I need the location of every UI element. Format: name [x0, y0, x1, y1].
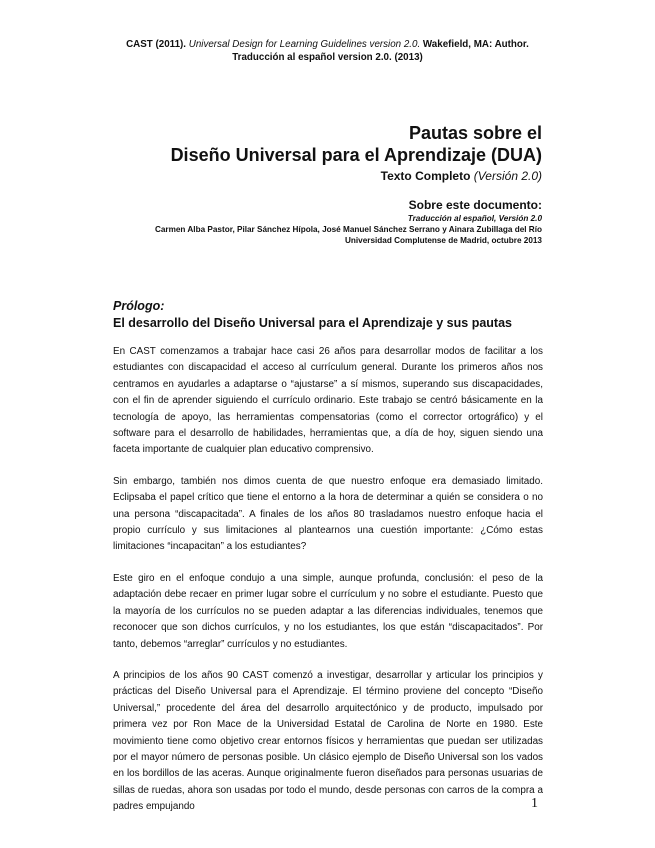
about-document: [102, 197, 542, 246]
prologue-subtitle: El desarrollo del Diseño Universal para el Aprendizaje y sus pautas: [113, 316, 512, 330]
full-text-label: Texto Completo: [380, 169, 471, 183]
paragraph: Sin embargo, también nos dimos cuenta de que nuestro enfoque era demasiado limitado. Eclipsaba el papel crítico que tiene el entorno a la hora de determinar a quién se considera o no una persona “discapacitada”. A finales de los años 80 trasladamos nuestro enfoque hacia el propio currículo y sus limitaciones al plantearnos una cuestión importante: ¿Cómo estas limitaciones “incapacitan” a los estudiantes?: [113, 475, 543, 553]
prologue-label: Prólogo:: [113, 299, 165, 313]
citation-line: [60, 38, 595, 51]
about-heading: Sobre este documento:: [408, 198, 542, 212]
translation-version: Traducción al español, Versión 2.0: [407, 214, 542, 223]
citation-publisher: Wakefield, MA: Author.: [422, 39, 529, 50]
citation-header: [60, 38, 595, 64]
translation-note: Traducción al español version 2.0. (2013): [232, 52, 423, 63]
version-label: (Versión 2.0): [473, 169, 542, 183]
title-line-3: [122, 168, 542, 184]
authors-list: Carmen Alba Pastor, Pilar Sánchez Hípola, José Manuel Sánchez Serrano y Ainara Zubillaga del Río: [154, 225, 542, 234]
prologue-heading: [113, 298, 543, 332]
body-text: [113, 344, 543, 831]
title-line-2: Diseño Universal para el Aprendizaje (DUA): [170, 145, 542, 165]
paragraph: A principios de los años 90 CAST comenzó a investigar, desarrollar y articular los principios y prácticas del Diseño Universal para el Aprendizaje. El término proviene del concepto “Diseño Universal,” procedente del área del desarrollo arquitectónico y de producto, impulsado por primera vez por Ron Mace de la Universidad Estatal de Carolina de Norte en 1980. Este movimiento tiene como objetivo crear entornos físicos y herramientas que puedan ser utilizadas por el mayor número de personas posible. Un clásico ejemplo de Diseño Universal son los vados en los bordillos de las aceras. Aunque originalmente fueron diseñados para personas usuarias de sillas de ruedas, ahora son usadas por todo el mundo, desde personas con carros de la compra a padres empujando: [113, 669, 543, 813]
paragraph: En CAST comenzamos a trabajar hace casi 26 años para desarrollar modos de facilitar a los estudiantes con discapacidad el acceso al currículum general. Durante los primeros años nos centramos en ayudarles a adaptarse o “ajustarse” a sí mismos, superando sus discapacidades, con el fin de aprender siguiendo el currículo ordinario. Este trabajo se centró básicamente en la tecnología de apoyo, las herramientas compensatorias (como el corrector ortográfico) y el software para el desarrollo de habilidades, herramientas que, a día de hoy, siguen siendo una faceta importante de cualquier plan educativo comprensivo.: [113, 346, 543, 456]
title-block: [122, 122, 542, 184]
page-number: 1: [531, 796, 538, 811]
institution-date: Universidad Complutense de Madrid, octubre 2013: [344, 236, 542, 245]
citation-author: CAST (2011).: [126, 39, 187, 50]
title-line-1: Pautas sobre el: [408, 123, 542, 143]
paragraph: Este giro en el enfoque condujo a una simple, aunque profunda, conclusión: el peso de la adaptación debe recaer en primer lugar sobre el currículum y no sobre el estudiante. Puesto que la mayoría de los currículos no se pueden adaptar a las diferencias individuales, tenemos que reconocer que son dichos currículos, y no los estudiantes, los que están “discapacitados”. Por tanto, debemos “arreglar” currículos y no estudiantes.: [113, 572, 543, 650]
citation-title: Universal Design for Learning Guidelines version 2.0.: [188, 39, 421, 50]
